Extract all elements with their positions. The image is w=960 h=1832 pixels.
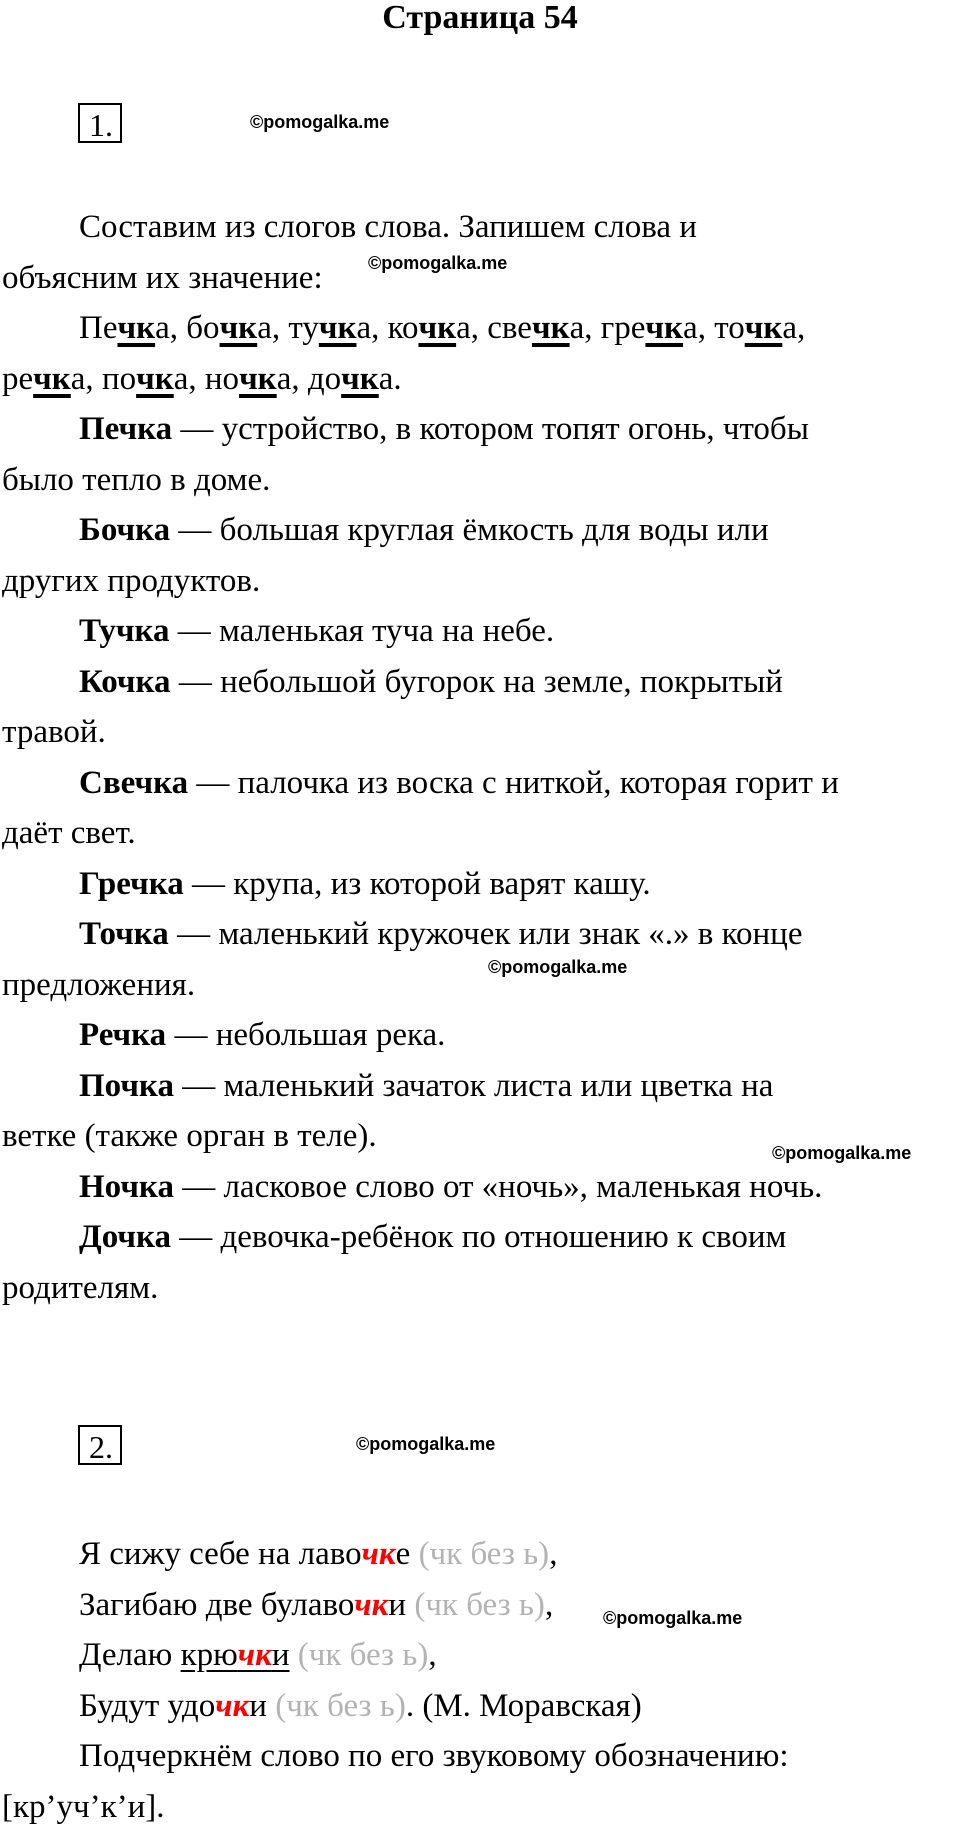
- definition-kochka: Кочка — небольшой бугорок на земле, покрытый: [2, 657, 957, 708]
- intro-line-1: Составим из слогов слова. Запишем слова и: [2, 202, 957, 253]
- definition-pochka: Почка — маленький зачаток листа или цветка на: [2, 1061, 957, 1112]
- definition-svechka-cont: даёт свет.: [2, 808, 957, 859]
- definition-pechka-cont: было тепло в доме.: [2, 455, 957, 506]
- conclusion-line-2: [кр’уч’к’и].: [2, 1782, 957, 1832]
- spelling-note: (чк без ь): [419, 1536, 550, 1572]
- definition-tuchka: Тучка — маленькая туча на небе.: [2, 606, 957, 657]
- underlined-word-kryuchki: крючки: [181, 1637, 290, 1673]
- definition-tochka: Точка — маленький кружочек или знак «.» в конце: [2, 909, 957, 960]
- definition-grechka: Гречка — крупа, из которой варят кашу.: [2, 859, 957, 910]
- definition-tochka-cont: предложения.: [2, 960, 957, 1011]
- definition-kochka-cont: травой.: [2, 707, 957, 758]
- watermark: ©pomogalka.me: [356, 1434, 495, 1454]
- task2-text: [2, 1529, 957, 1832]
- spelling-note: (чк без ь): [275, 1688, 406, 1724]
- definition-dochka-cont: родителям.: [2, 1263, 957, 1314]
- watermark: ©pomogalka.me: [368, 253, 507, 273]
- definition-bochka-cont: других продуктов.: [2, 556, 957, 607]
- definition-pechka: Печка — устройство, в котором топят огонь, чтобы: [2, 404, 957, 455]
- definition-nochka: Ночка — ласковое слово от «ночь», маленькая ночь.: [2, 1162, 957, 1213]
- poem-line-2: Загибаю две булавочки (чк без ь),: [2, 1580, 957, 1631]
- watermark: ©pomogalka.me: [603, 1608, 742, 1628]
- poem-line-3: Делаю крючки (чк без ь),: [2, 1630, 957, 1681]
- watermark: ©pomogalka.me: [488, 957, 627, 977]
- task-number-2: 2.: [78, 1425, 122, 1465]
- spelling-note: (чк без ь): [414, 1587, 545, 1623]
- watermark: ©pomogalka.me: [772, 1143, 911, 1163]
- page-title: Страница 54: [0, 0, 960, 42]
- definition-dochka: Дочка — девочка-ребёнок по отношению к своим: [2, 1212, 957, 1263]
- word-list-line-1: Печка, бочка, тучка, кочка, свечка, гречка, точка,: [2, 303, 957, 354]
- watermark: ©pomogalka.me: [250, 112, 389, 132]
- intro-line-2: объясним их значение:: [2, 253, 957, 304]
- definition-bochka: Бочка — большая круглая ёмкость для воды или: [2, 505, 957, 556]
- spelling-note: (чк без ь): [298, 1637, 429, 1673]
- conclusion-line-1: Подчеркнём слово по его звуковому обозначению:: [2, 1731, 957, 1782]
- word-list-line-2: речка, почка, ночка, дочка.: [2, 354, 957, 405]
- poem-line-4: Будут удочки (чк без ь). (М. Моравская): [2, 1681, 957, 1732]
- definition-pochka-cont: ветке (также орган в теле).: [2, 1111, 957, 1162]
- definition-svechka: Свечка — палочка из воска с ниткой, которая горит и: [2, 758, 957, 809]
- poem-line-1: Я сижу себе на лавочке (чк без ь),: [2, 1529, 957, 1580]
- definition-rechka: Речка — небольшая река.: [2, 1010, 957, 1061]
- task-number-1: 1.: [78, 103, 122, 143]
